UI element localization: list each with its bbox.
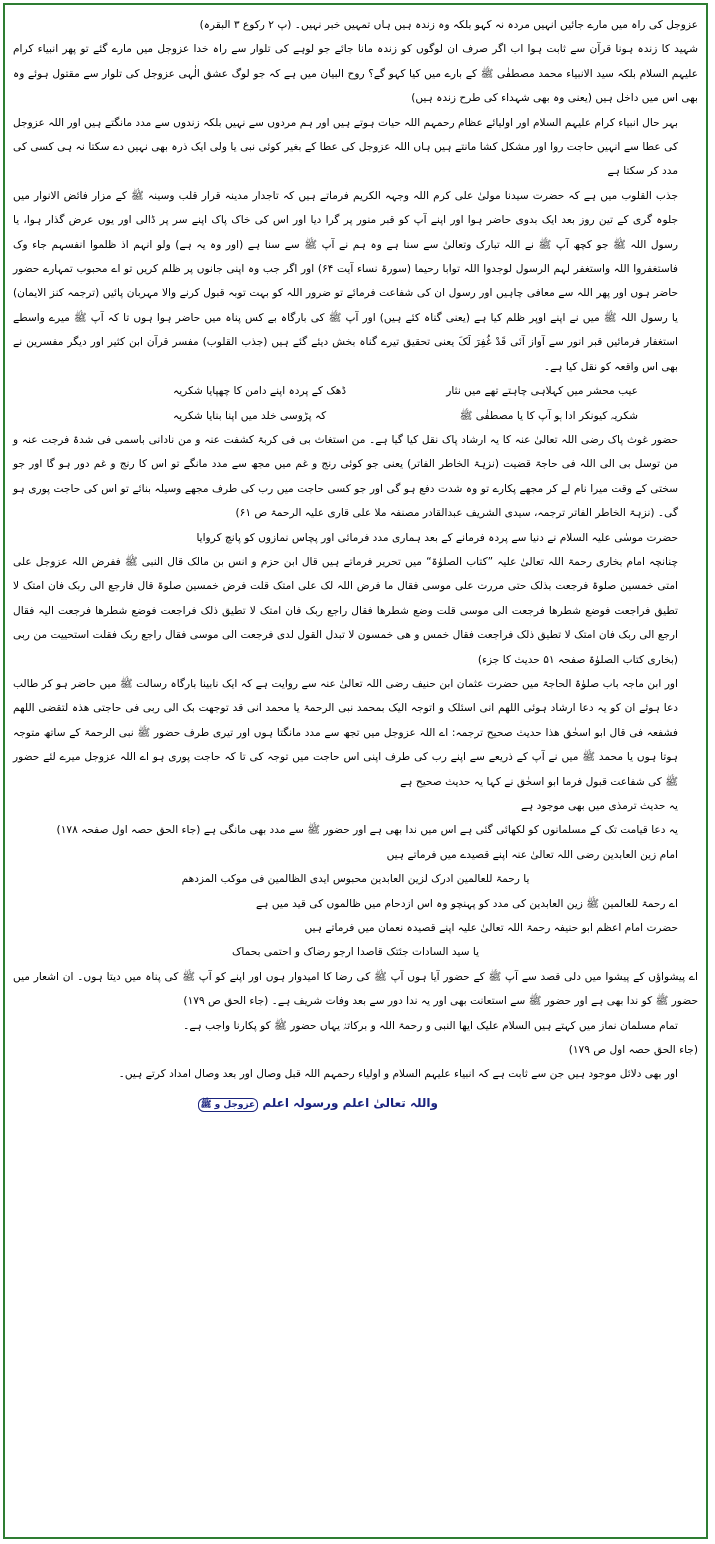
- bukhari-hadith-paragraph: چنانچہ امام بخاری رحمۃ اللہ تعالیٰ علیہ ”کتاب الصلوٰۃ“ میں تحریر فرماتے ہیں قال ابن حزم و انس بن مالک قال النبی ﷺ ففرض اللہ عزوجل علی امتی خمسین صلوۃ فرجعت بذلک حتی مررت علی موسی فقال ما فرض اللہ لک علی امتک قلت فرض خمسین صلوۃ قال فارجع الی ربک فان امتک لا تطیق فراجعت فوضع شطرھا فرجعت الی موسی قلت وضع شطرھا فقال راجع ربک فان امتک لا تطیق ذلک فراجعت فوضع شطرھا فرجعت الیہ فقال ارجع الی ربک فان امتک لا تطیق ذلک فراجعت فقال خمس و ھی خمسون لا تبدل القول لدی فرجعت الی موسی فقال راجع ربک فقلت استحییت من ربی (بخاری کتاب الصلوٰۃ صفحہ ۵۱ حدیث کا جزء): [13, 555, 678, 666]
- imam-azam-translation: اے پیشواؤں کے پیشوا میں دلی قصد سے آپ ﷺ کے حضور آیا ہوں آپ ﷺ کی رضا کا امیدوار ہوں اور اپنے کو آپ ﷺ کی پناہ میں دیتا ہوں۔ ان اشعار میں حضور ﷺ کو ندا بھی ہے اور حضور ﷺ سے استعانت بھی اور یہ ندا دور سے بعد وفات شریف ہے۔ (جاء الحق ص ۱۷۹): [13, 970, 698, 1008]
- couplet-right-hemistich: عیب محشر میں کہلاہی چاہتے تھے میں نثار: [446, 385, 638, 398]
- salam-in-prayer: تمام مسلمان نماز میں کہتے ہیں السلام علیک ایھا النبی و رحمۃ اللہ و برکاتہٗ یہاں حضور ﷺ کو پکارنا واجب ہے۔: [183, 1019, 678, 1032]
- prophets-alive-paragraph: بہر حال انبیاء کرام علیہم السلام اور اولیائے عظام رحمہم اللہ حیات ہوتے ہیں اور ہم مردوں سے نہیں بلکہ زندوں سے مدد مانگتے ہیں اور اللہ عزوجل کی عطا سے انہیں حاجت روا اور مشکل کشا مانتے ہیں ہاں اللہ عزوجل کی عطا کے بغیر کوئی نبی یا ولی ایک ذرہ بھی نہیں دے سکتا نہ ہی کسی کی مدد کر سکتا ہے: [13, 116, 678, 178]
- musa-paragraph: حضرت موسٰی علیہ السلام نے دنیا سے پردہ فرمانے کے بعد ہماری مدد فرمائی اور پچاس نمازوں کو پانچ کروایا: [196, 531, 678, 544]
- conclusion-paragraph: اور بھی دلائل موجود ہیں جن سے ثابت ہے کہ انبیاء علیہم السلام و اولیاء رحمہم اللہ قبل وصال اور بعد وصال امداد کرتے ہیں۔: [118, 1068, 678, 1081]
- zain-ul-abideen-verse: یا رحمۃ للعالمین ادرک لزین العابدین محبوس ایدی الظالمین فی موکب المزدھم: [181, 873, 530, 886]
- tirmidhi-note: یہ حدیث ترمذی میں بھی موجود ہے: [520, 800, 678, 812]
- couplet-right-hemistich: شکریہ کیونکر ادا ہو آپ کا یا مصطفٰی ﷺ: [459, 409, 638, 422]
- zain-ul-abideen-intro: امام زین العابدین رضی اللہ تعالیٰ عنہ اپنے قصیدے میں فرماتے ہیں: [386, 848, 678, 861]
- couplet-left-hemistich: کہ پڑوسی خلد میں اپنا بنایا شکریہ: [173, 409, 327, 422]
- closing-formula: [13, 1091, 698, 1115]
- zain-ul-abideen-translation: اے رحمۃ للعالمین ﷺ زین العابدین کی مدد کو پہنچو وہ اس ازدحام میں ظالموں کی قید میں ہے: [256, 897, 678, 910]
- martyr-paragraph: شہید کا زندہ ہونا قرآن سے ثابت ہوا اب اگر صرف ان لوگوں کو زندہ مانا جائے جو لوہے کی تلوار سے راہ خدا عزوجل میں مارے گئے تو پھر انبیاء کرام علیہم السلام بلکہ سید الانبیاء محمد مصطفٰی ﷺ کے بارے میں کیا کہو گے؟ روح البیان میں ہے کہ جو لوگ عشق الٰہی عزوجل کی تلوار سے مقتول ہوئے وہ بھی اس میں داخل ہیں (یعنی وہ بھی شہداء کی طرح زندہ ہیں): [13, 43, 698, 105]
- couplet-line: [13, 379, 698, 403]
- couplet-left-hemistich: ڈھک کے پردہ اپنے دامن کا چھپایا شکریہ: [173, 385, 347, 398]
- ibn-majah-paragraph: اور ابن ماجہ باب صلوٰۃ الحاجۃ میں حضرت عثمان ابن حنیف رضی اللہ تعالیٰ عنہ سے روایت ہے کہ ایک نابینا بارگاہ رسالت ﷺ میں حاضر ہو کر طالب دعا ہوئے ان کو یہ دعا ارشاد ہوئی اللھم انی اسئلک و اتوجہ الیک بمحمد نبی الرحمۃ یا محمد انی قد توجھت بک الی ربی فی حاجتی ھذہ لتقضی اللھم فشفعہ فی قال ابو اسحٰق ھذا حدیث صحیح ترجمہ: اے اللہ عزوجل میں تجھ سے مدد مانگتا ہوں اور تیری طرف حضور ﷺ نبی الرحمۃ کے ساتھ متوجہ ہوتا ہوں یا محمد ﷺ میں نے آپ کے ذریعے سے اپنے رب کی طرف اپنی اس حاجت میں توجہ کی تا کہ حاجت پوری ہو اے اللہ عزوجل میرے لئے حضور ﷺ کی شفاعت قبول فرما ابو اسحٰق نے کہا یہ حدیث صحیح ہے: [13, 677, 678, 788]
- imam-azam-intro: حضرت امام اعظم ابو حنیفہ رحمۃ اللہ تعالیٰ علیہ اپنے قصیدہ نعمان میں فرماتے ہیں: [304, 922, 678, 935]
- honorific-mark: عزوجل و ﷺ: [198, 1098, 259, 1112]
- ghaus-pak-paragraph: حضور غوث پاک رضی اللہ تعالیٰ عنہ کا یہ ارشاد پاک نقل کیا گیا ہے۔ من استغاث بی فی کربۃ کشفت عنہ و من نادانی باسمی فی شدۃ فرجت عنہ و من توسل بی الی اللہ فی حاجۃ قضیت (نزہۃ الخاطر الفاتر) یعنی جو کوئی رنج و غم میں مجھ سے مدد مانگے تو اس کا رنج و غم دور ہو گا اور جو سختی کے وقت میرا نام لے کر مجھے پکارے تو وہ شدت دفع ہو گی اور جو کسی حاجت میں رب کی طرف مجھے وسیلہ بنائے تو اس کی حاجت پوری ہو گی۔ (نزہۃ الخاطر الفاتر ترجمہ، سیدی الشریف عبدالقادر مصنفہ ملا علی قاری علیہ الرحمۃ ص ۶۱): [13, 433, 678, 520]
- couplet-line: [13, 404, 698, 428]
- document-body: [5, 5, 706, 1115]
- jaa-ul-haq-reference: (جاء الحق حصہ اول ص ۱۷۹): [568, 1044, 698, 1057]
- closing-text: واللہ تعالیٰ اعلم ورسولہ اعلم: [262, 1095, 438, 1110]
- quran-verse-translation: عزوجل کی راہ میں مارے جائیں انہیں مردہ نہ کہو بلکہ وہ زندہ ہیں ہاں تمہیں خبر نہیں۔ (پ ۲ رکوع ۳ البقرہ): [199, 19, 698, 31]
- imam-azam-verse: یا سید السادات جئتک قاصدا ارجو رضاک و احتمی بحماک: [231, 946, 480, 959]
- dua-note: یہ دعا قیامت تک کے مسلمانوں کو لکھائی گئی ہے اس میں ندا بھی ہے اور حضور ﷺ سے مدد بھی مانگی ہے (جاء الحق حصہ اول صفحہ ۱۷۸): [56, 824, 678, 837]
- jazb-ul-quloob-paragraph: جذب القلوب میں ہے کہ حضرت سیدنا مولیٰ علی کرم اللہ وجہہ الکریم فرماتے ہیں کہ تاجدار مدینہ قرار قلب وسینہ ﷺ کے مزار فائض الانوار میں جلوہ گری کے تین روز بعد ایک بدوی حاضر ہوا اور اپنے آپ کو قبر منور پر گرا دیا اور اس کی خاک پاک اپنے سر پر ڈالی اور یوں عرض گذار ہوا، یا رسول اللہ ﷺ جو کچھ آپ ﷺ نے اللہ تبارک وتعالیٰ سے سنا ہے وہ ہم نے آپ ﷺ سے سنا ہے (اور وہ یہ ہے) ولو انہم اذ ظلموا انفسہم جاء وک فاستغفروا اللہ واستغفر لہم الرسول لوجدوا اللہ توابا رحیما (سورۃ نساء آیت ۶۴) اور اگر جب وہ اپنی جانوں پر ظلم کریں تو اے محبوب تمہارے حضور حاضر ہوں اور پھر اللہ سے معافی چاہیں اور رسول ان کی شفاعت فرمائے تو ضرور اللہ کو بہت توبہ قبول کرنے والا مہربان پائیں (ترجمہ کنز الایمان) یا رسول اللہ ﷺ میں نے اپنے اوپر ظلم کیا ہے (یعنی گناہ کئے ہیں) اور آپ ﷺ کی بارگاہ بے کس پناہ میں حاضر ہوا ہوں تا کہ آپ ﷺ میرے واسطے استغفار فرمائیں قبر انور سے آواز آئی قَدْ غُفِرَ لَکَ یعنی تحقیق تیرے گناہ بخش دیئے گئے ہیں (جذب القلوب) مفسر قرآن ابن کثیر اور دیگر مفسرین نے بھی اس واقعہ کو نقل کیا ہے۔: [13, 189, 678, 373]
- poem-couplet: [13, 379, 698, 428]
- document-page: [3, 3, 708, 1539]
